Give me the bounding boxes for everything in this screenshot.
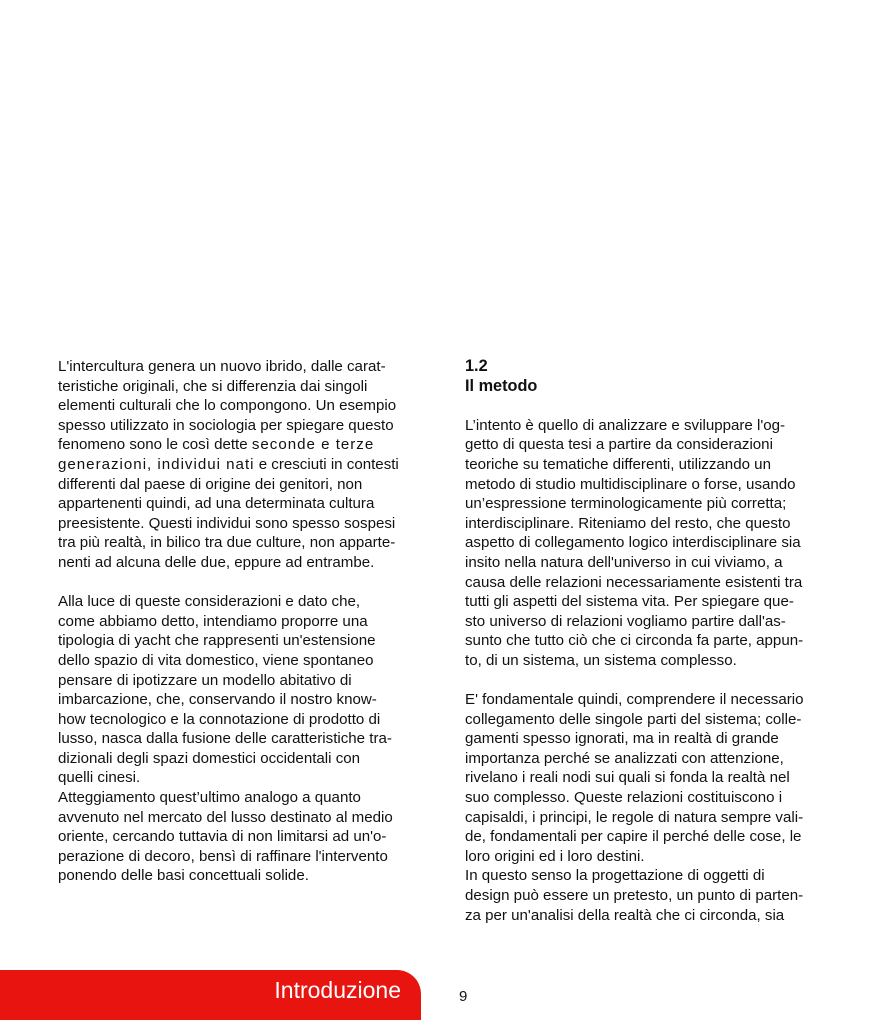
text-line: appartenenti quindi, ad una determinata cultura	[58, 495, 375, 513]
text-line: imbarcazione, che, conservando il nostro know-	[58, 691, 377, 709]
text-line: differenti dal paese di origine dei genitori, non	[58, 475, 363, 493]
text-line: to, di un sistema, un sistema complesso.	[465, 651, 737, 669]
text-line: L’intento è quello di analizzare e sviluppare l'og-	[465, 416, 786, 434]
chapter-tab	[0, 970, 421, 1020]
emphasized-term: generazioni, individui nati	[58, 455, 255, 473]
left-column	[58, 357, 424, 886]
text-line: In questo senso la progettazione di oggetti di	[465, 867, 765, 885]
text-line: E' fondamentale quindi, comprendere il necessario	[465, 691, 804, 709]
text-line: quelli cinesi.	[58, 769, 141, 787]
text-line: insito nella natura dell'universo in cui viviamo, a	[465, 553, 783, 571]
text-line: avvenuto nel mercato del lusso destinato al medio	[58, 808, 393, 826]
text-line: pensare di ipotizzare un modello abitativo di	[58, 671, 352, 689]
section-heading	[465, 357, 831, 396]
text-line: un’espressione terminologicamente più corretta;	[465, 495, 787, 513]
text-line: metodo di studio multidisciplinare o forse, usando	[465, 475, 796, 493]
text-line: come abbiamo detto, intendiamo proporre una	[58, 612, 368, 630]
text-line: getto di questa tesi a partire da considerazioni	[465, 436, 773, 454]
text-line: spesso utilizzato in sociologia per spiegare questo	[58, 416, 394, 434]
text-line: lusso, nasca dalla fusione delle caratteristiche tra-	[58, 730, 392, 748]
text-line: tipologia di yacht che rappresenti un'estensione	[58, 632, 376, 650]
text-line	[58, 455, 424, 475]
right-column	[465, 357, 831, 925]
text-line: dello spazio di vita domestico, viene spontaneo	[58, 651, 374, 669]
paragraph-gap	[465, 671, 831, 691]
text-line: preesistente. Questi individui sono spesso sospesi	[58, 514, 396, 532]
text-line: ponendo delle basi concettuali solide.	[58, 867, 309, 885]
text-line: perazione di decoro, bensì di raffinare l'intervento	[58, 847, 388, 865]
text-line: elementi culturali che lo compongono. Un esempio	[58, 397, 397, 415]
text-line: rivelano i reali nodi sui quali si fonda la realtà nel	[465, 769, 790, 787]
text-line: interdisciplinare. Riteniamo del resto, che questo	[465, 514, 791, 532]
text-fragment: fenomeno sono le così dette	[58, 436, 252, 454]
text-line: loro origini ed i loro destini.	[465, 847, 645, 865]
text-line: tra più realtà, in bilico tra due culture, non apparte-	[58, 534, 396, 552]
text-line: za per un'analisi della realtà che ci circonda, sia	[465, 906, 785, 924]
left-paragraph-1	[58, 357, 424, 573]
text-line: dizionali degli spazi domestici occidentali con	[58, 749, 361, 767]
text-line: de, fondamentali per capire il perché delle cose, le	[465, 828, 802, 846]
text-line: Alla luce di queste considerazioni e dato che,	[58, 593, 361, 611]
text-line: Atteggiamento quest’ultimo analogo a quanto	[58, 789, 361, 807]
chapter-tab-label: Introduzione	[274, 977, 401, 1003]
text-line: teoriche su tematiche differenti, utilizzando un	[465, 455, 771, 473]
section-title: Il metodo	[465, 376, 538, 395]
text-line	[58, 435, 424, 455]
page-number: 9	[459, 988, 468, 1005]
text-line: suo complesso. Queste relazioni costituiscono i	[465, 789, 783, 807]
right-paragraph-2	[465, 690, 831, 925]
paragraph-gap	[58, 573, 424, 593]
right-paragraph-1	[465, 416, 831, 671]
heading-gap	[465, 396, 831, 416]
text-line: capisaldi, i principi, le regole di natura sempre vali-	[465, 808, 804, 826]
text-line: how tecnologico e la connotazione di prodotto di	[58, 710, 381, 728]
left-paragraph-2	[58, 592, 424, 886]
text-line: L'intercultura genera un nuovo ibrido, dalle carat-	[58, 358, 386, 375]
emphasized-term: seconde e terze	[251, 436, 375, 454]
text-line: gamenti spesso ignorati, ma in realtà di grande	[465, 730, 779, 748]
text-line: aspetto di collegamento logico interdisciplinare sia	[465, 534, 801, 552]
text-line: sto universo di relazioni vogliamo partire dall'as-	[465, 612, 786, 630]
text-line: nenti ad alcuna delle due, eppure ad entrambe.	[58, 553, 375, 571]
text-line: tutti gli aspetti del sistema vita. Per spiegare que-	[465, 593, 794, 611]
text-line: causa delle relazioni necessariamente esistenti tra	[465, 573, 803, 591]
text-line: design può essere un pretesto, un punto di parten-	[465, 887, 804, 905]
text-line: sunto che tutto ciò che ci circonda fa parte, appun-	[465, 632, 804, 650]
text-line: collegamento delle singole parti del sistema; colle-	[465, 710, 802, 728]
text-line: importanza perché se analizzati con attenzione,	[465, 749, 784, 767]
text-fragment: e cresciuti in contesti	[254, 455, 399, 473]
section-number: 1.2	[465, 357, 488, 375]
text-line: oriente, cercando tuttavia di non limitarsi ad un'o-	[58, 828, 387, 846]
text-line: teristiche originali, che si differenzia dai singoli	[58, 377, 368, 395]
